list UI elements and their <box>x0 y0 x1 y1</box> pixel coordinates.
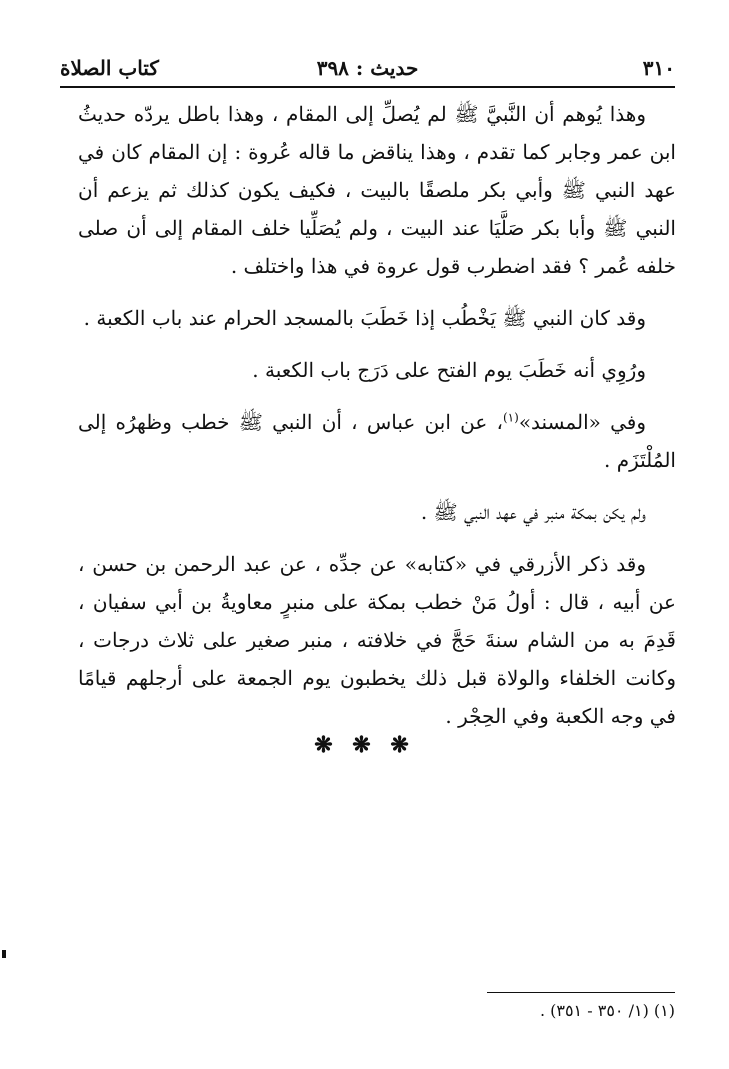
paragraph-fath: ورُوِي أنه خَطَبَ يوم الفتح على دَرَج باب الكعبة . <box>252 358 646 382</box>
paragraph-khutba: وقد كان النبي ﷺ يَخْطُب إذا خَطَبَ بالمسجد الحرام عند باب الكعبة . <box>83 306 646 330</box>
paragraph-musnad <box>78 403 676 479</box>
main-text <box>78 95 676 749</box>
paragraph-azraqi: وقد ذكر الأزرقي في «كتابه» عن جدِّه ، عن عبد الرحمن بن حسن ، عن أبيه ، قال : أولُ مَنْ خطب بمكة على منبرٍ معاويةُ بن أبي سفيان ، قَدِمَ به من الشام سنةَ حَجَّ في خلافته ، منبر صغير على ثلاث درجات ، وكانت الخلفاء والولاة قبل ذلك يخطبون يوم الجمعة على أرجلهم قيامًا في وجه الكعبة وفي الحِجْر . <box>78 552 676 728</box>
paragraph-maqam: وهذا يُوهم أن النَّبيَّ ﷺ لم يُصلِّ إلى المقام ، وهذا باطل يردّه حديثُ ابن عمر وجابر كما تقدم ، وهذا يناقض ما قاله عُروة : إن المقام كان في عهد النبي ﷺ وأبي بكر ملصقًا بالبيت ، فكيف يكون كذلك ثم يزعم أن النبي ﷺ وأبا بكر صَلَّيَا عند البيت ، ولم يُصَلِّيا خلف المقام إلى أن صلى خلفه عُمر ؟ فقد اضطرب قول عروة في هذا واختلف . <box>78 102 676 278</box>
section-separator: ❋ ❋ ❋ <box>314 732 415 758</box>
scan-mark <box>2 950 6 958</box>
page-header <box>60 52 675 86</box>
footnote-text: (١) (١/ ٣٥٠ - ٣٥١) . <box>539 1001 675 1020</box>
footnote-reference[interactable]: (١) <box>502 410 519 425</box>
paragraph-minbar: ولم يكن بمكة منبر في عهد النبي ﷺ . <box>420 500 646 524</box>
page-number: ٣١٠ <box>642 56 675 80</box>
musnad-rest: ، عن ابن عباس ، أن النبي ﷺ خطب وظهرُه إلى المُلْتَزَم . <box>78 410 676 472</box>
header-rule <box>60 86 675 88</box>
book-title: كتاب الصلاة <box>60 56 159 80</box>
hadith-number: حديث : ٣٩٨ <box>316 56 419 80</box>
footnote-rule <box>487 992 675 993</box>
musnad-lead: وفي «المسند» <box>518 410 646 434</box>
